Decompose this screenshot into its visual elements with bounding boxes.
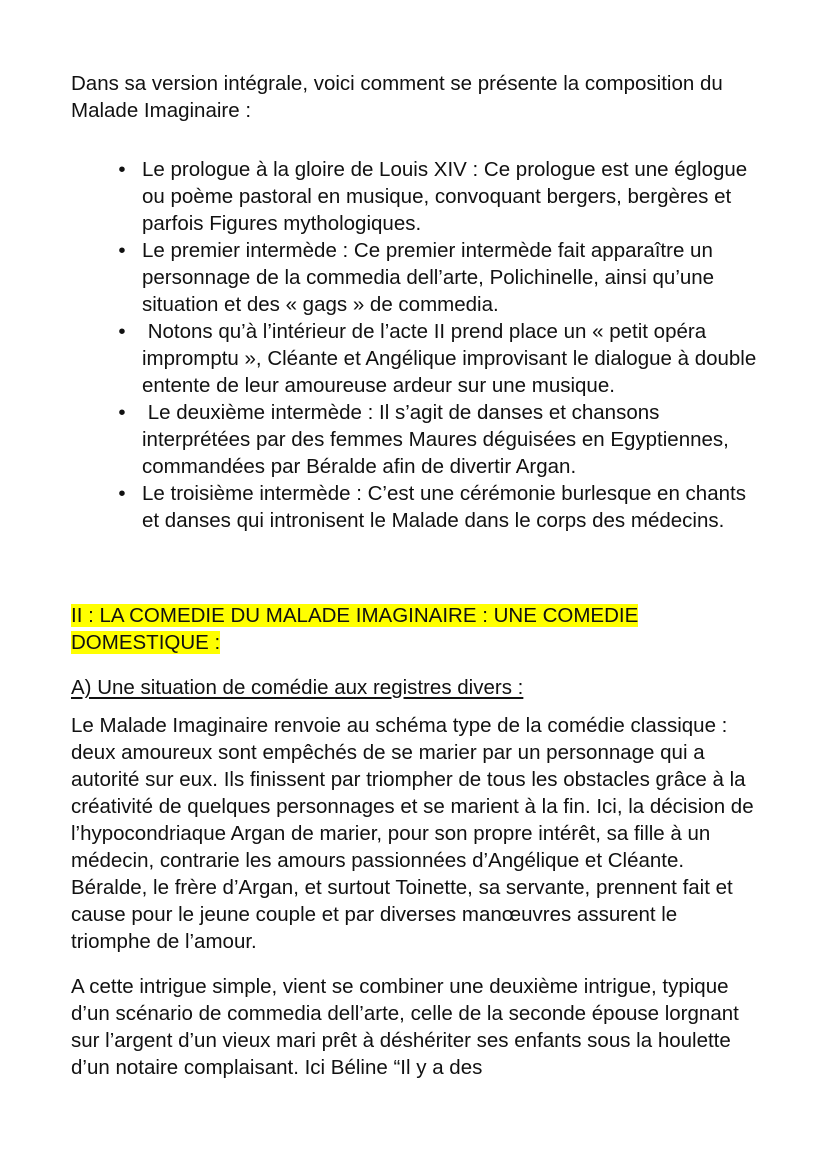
bullet-icon: • <box>118 401 126 424</box>
section-spacer <box>71 534 761 602</box>
list-item-text: Le deuxième intermède : Il s’agit de danses et chansons interprétées par des femmes Maures déguisées en Egyptiennes, commandées par Béralde afin de divertir Argan. <box>142 401 735 478</box>
bullet-icon: • <box>118 158 126 181</box>
list-item <box>71 318 761 399</box>
section-heading <box>71 602 761 656</box>
intro-paragraph: Dans sa version intégrale, voici comment se présente la composition du Malade Imaginaire : <box>71 72 723 122</box>
list-item-text: Le troisième intermède : C’est une cérémonie burlesque en chants et danses qui intronisent le Malade dans le corps des médecins. <box>142 482 746 532</box>
list-item <box>71 156 761 237</box>
list-item-text: Le prologue à la gloire de Louis XIV : Ce prologue est une églogue ou poème pastoral en musique, convoquant bergers, bergères et parfois Figures mythologiques. <box>142 158 748 235</box>
bullet-icon: • <box>118 239 126 262</box>
list-item <box>71 399 761 480</box>
body-paragraph: Le Malade Imaginaire renvoie au schéma type de la comédie classique : deux amoureux sont empêchés de se marier par un personnage qui a autorité sur eux. Ils finissent par triompher de tous les obstacles grâce à la créativité de quelques personnages et se marient à la fin. Ici, la décision de l’hypocondriaque Argan de marier, pour son propre intérêt, sa fille à un médecin, contrarie les amours passionnées d’Angélique et Cléante. Béralde, le frère d’Argan, et surtout Toinette, sa servante, prennent fait et cause pour le jeune couple et par diverses manœuvres assurent le triomphe de l’amour. <box>71 714 754 953</box>
list-item-text: Le premier intermède : Ce premier intermède fait apparaître un personnage de la commedia dell’arte, Polichinelle, ainsi qu’une situation et des « gags » de commedia. <box>142 239 715 316</box>
list-item-text: Notons qu’à l’intérieur de l’acte II prend place un « petit opéra impromptu », Cléante et Angélique improvisant le dialogue à double entente de leur amoureuse ardeur sur une musique. <box>142 320 762 397</box>
subsection-heading: A) Une situation de comédie aux registres divers : <box>71 676 524 699</box>
document-page <box>71 70 761 1099</box>
bullet-icon: • <box>118 320 126 343</box>
section-heading-highlight: II : LA COMEDIE DU MALADE IMAGINAIRE : UNE COMEDIE DOMESTIQUE : <box>71 604 639 654</box>
bullet-icon: • <box>118 482 126 505</box>
list-item <box>71 237 761 318</box>
body-paragraph: A cette intrigue simple, vient se combiner une deuxième intrigue, typique d’un scénario de commedia dell’arte, celle de la seconde épouse lorgnant sur l’argent d’un vieux mari prêt à déshériter ses enfants sous la houlette d’un notaire complaisant. Ici Béline “Il y a des <box>71 975 739 1079</box>
list-item <box>71 480 761 534</box>
composition-list <box>71 156 761 534</box>
